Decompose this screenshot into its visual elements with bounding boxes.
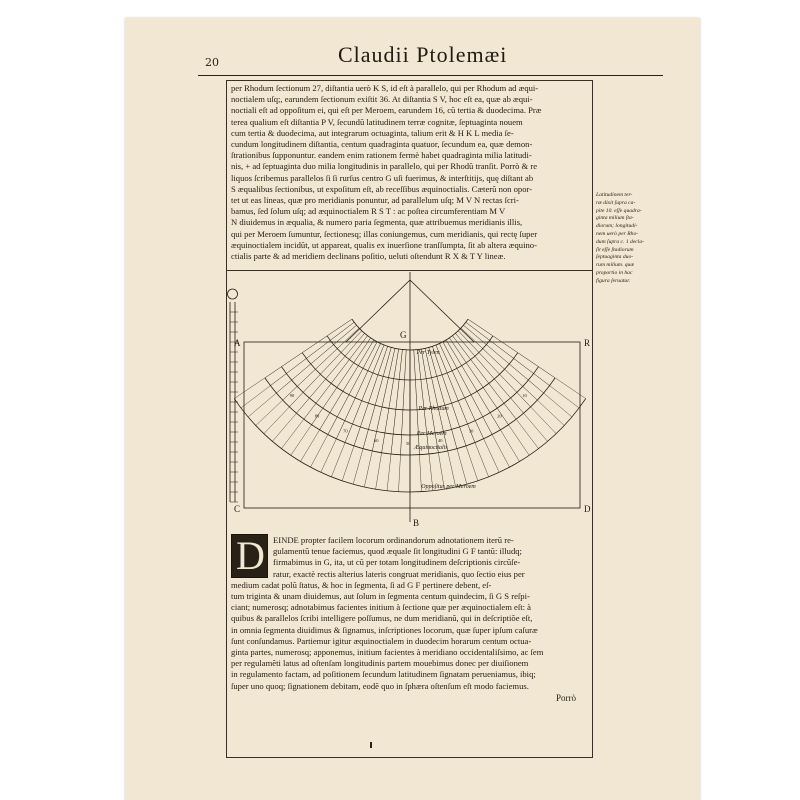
paragraph-line: per regulamẽti latus ad oſtenſam longitudinis partem mouebimus donec per diuiſionem xyxy=(231,658,529,669)
scale-number: 80 xyxy=(314,413,320,419)
meridian-line xyxy=(354,346,388,445)
paragraph-line: tum triginta & unam diuidemus, aut ſolum in ſegmenta centum quindecim, ſi G S reſpi- xyxy=(231,591,530,602)
paragraph-line: ginta partes, numerosq; apponemus, initium facientes à meridiano occidentaliſsimo, ac ſem xyxy=(231,647,544,658)
meridian-line xyxy=(331,443,345,477)
paragraph-line: ctialis parte & ad meridiem declinans poſitio, ueluti oſtendunt R X & T Y lineæ. xyxy=(231,251,506,262)
paragraph-line: qui per Meroem ſumuntur, ſectionesq; illas coniungemus, cum meridianis, qui rectę ſuper xyxy=(231,228,538,239)
corner-label: C xyxy=(234,504,241,514)
paragraph-line: tet ut eas lineas, quæ pro meridianis ponuntur, ad parallelum uſq; M V N rectas ſcri- xyxy=(231,195,519,206)
meridian-line xyxy=(270,322,354,385)
paragraph-line: ſtrationibus ſupponuntur. eandem enim rationem fermè habet quadraginta milia latitudi- xyxy=(231,150,532,161)
paragraph-line: cundum longitudinem diſtantia, centum quadraginta quatuor, ſecundum ea, quæ demon- xyxy=(231,139,533,150)
meridian-line xyxy=(468,319,555,378)
meridian-line xyxy=(461,328,537,400)
paragraph-line: noctiali eſt ad oppoſitum ei, qui eſt per Meroem, earundem 16, cũ tertia & duodecima. Præ xyxy=(231,105,542,116)
dropcap-letter: D xyxy=(236,533,265,578)
corner-label: D xyxy=(584,504,591,514)
top-paragraph xyxy=(231,83,587,262)
meridian-line xyxy=(418,350,429,454)
meridian-line xyxy=(256,400,283,425)
ink-mark xyxy=(370,742,372,748)
bottom-paragraph xyxy=(231,535,587,692)
scale-number: 60 xyxy=(373,437,379,443)
marginal-line: ſeptuaginta duo- xyxy=(596,254,634,261)
meridian-line xyxy=(421,349,438,453)
paragraph-line: cum tertia & duodecima, aut integrarum octuaginta, talium erit & H K L media ſe- xyxy=(231,127,514,138)
meridian-line xyxy=(455,333,523,413)
paragraph-line: ratur, exactè rectis alterius lateris congruat meridianis, quo ſectio eius per xyxy=(273,568,525,579)
diagram-frame xyxy=(244,342,580,508)
paragraph-line: nis, + ad ſeptuaginta duo milia longitudinis in parallelo, qui per Rhodũ tranſit. Porrò & re xyxy=(231,161,538,172)
frame-divider xyxy=(226,270,593,271)
meridian-line xyxy=(265,319,352,378)
meridian-line xyxy=(555,378,586,399)
paragraph-line: terea qualium eſt diſtantia P V, ſecundũ latitudinem terræ cognitæ, ſeptuaginta nouem xyxy=(231,116,523,127)
arc-label: Oppoſitus per Meroem xyxy=(421,483,476,490)
arc-label: Per Tylen xyxy=(416,349,440,356)
meridian-line xyxy=(449,338,508,425)
meridian-line xyxy=(463,325,543,393)
paragraph-line: in regulamento factam, ad poſitionem ſecundum latitudinem ſignatam perueniamus, ibiq; xyxy=(231,669,536,680)
meridian-line xyxy=(234,378,265,399)
meridian-line xyxy=(300,430,319,462)
corner-label: B xyxy=(413,518,420,528)
meridian-line xyxy=(264,407,289,434)
meridian-line xyxy=(296,333,364,413)
meridian-line xyxy=(516,419,538,448)
meridian-line xyxy=(291,425,312,456)
meridian-line xyxy=(281,419,303,448)
arc-label: Per Meroem xyxy=(416,430,447,437)
meridian-line xyxy=(401,350,407,455)
meridian-line xyxy=(448,451,456,487)
meridian-line xyxy=(524,413,548,441)
scale-number: 50 xyxy=(406,441,411,446)
corner-label: A xyxy=(234,338,241,348)
paragraph-line: per Rhodum ſectionum 27, diſtantia uerò K S, id eſt à parallelo, qui per Rhodum ad æqui- xyxy=(231,83,539,93)
meridian-line xyxy=(342,446,354,481)
meridian-line xyxy=(466,322,550,385)
marginal-line: figura ſeruatur. xyxy=(596,277,631,284)
meridian-line xyxy=(376,453,382,490)
meridian-line xyxy=(550,386,580,408)
paragraph-line: noctialem uſq;, earundem ſectionum exiſtit 36. At diſtantia S V, hoc eſt ea, quæ ab æqui- xyxy=(231,94,533,105)
paragraph-line: in omnia ſegmenta diuidimus & ſignamus, inſcriptiones locorum, quæ ſuper ipſum caſuræ xyxy=(231,624,538,635)
scale-number: 30 xyxy=(468,428,474,434)
meridian-line xyxy=(466,446,478,481)
marginal-line: rum milium. quæ xyxy=(596,262,635,269)
marginal-line: diorum; longitudi- xyxy=(596,223,638,230)
meridian-line xyxy=(500,430,519,462)
marginal-line: proportio in hac xyxy=(596,269,633,276)
paragraph-line: firmabimus in G, ita, ut cũ per totam longitudinem deſcriptionis circũſe- xyxy=(273,557,521,568)
header-rule xyxy=(198,75,663,76)
running-title: Claudii Ptolemæi xyxy=(338,42,508,67)
meridian-line xyxy=(537,400,564,425)
arc-label: Per Rhodum xyxy=(418,405,449,412)
meridian-line xyxy=(272,413,296,441)
meridian-line xyxy=(276,325,356,393)
paragraph-line: ſunt conſundamus. Partiemur igitur æquinoctialem in duodecim horarum centum octua- xyxy=(231,635,532,646)
meridian-line xyxy=(248,393,276,417)
meridian-line xyxy=(372,348,395,451)
marginal-line: nem uerò per Rho- xyxy=(596,230,639,237)
paragraph-line: ſuper uno quoq; ſignationem debitam, eodẽ quo in ſphæra oſtenſum eſt modo faciemus. xyxy=(231,680,529,691)
marginal-line: ræ dixit ſupra ca- xyxy=(596,199,636,206)
meridian-line xyxy=(382,349,399,453)
meridian-line xyxy=(364,451,372,487)
meridian-line xyxy=(387,454,391,491)
paragraph-line: liquos ſcribemus parallelos ſi ſi rurſus centro G uſi fuerimus, & interſtitijs, quę diſtant ab xyxy=(231,172,534,183)
paragraph-line: medium cadat polũ ſtatus, & hoc in ſegmenta, ſi ad G F pertinere debent, eſ- xyxy=(231,579,492,590)
marginal-line: pite 10. eſſe quadra- xyxy=(596,207,642,214)
scale-number: 20 xyxy=(497,413,502,419)
ruler-pivot xyxy=(228,289,238,299)
scale-number: 10 xyxy=(522,393,527,399)
scale-number: 90 xyxy=(289,393,295,399)
marginal-note xyxy=(596,192,666,286)
corner-label: G xyxy=(400,330,407,340)
paragraph-line: quibus & parallelos ſcribi intelligere poſſumus, ne dum meridianũ, qui in deſcriptiõe eſt, xyxy=(231,613,533,624)
scale-number: 70 xyxy=(343,428,348,434)
meridian-line xyxy=(283,328,359,400)
marginal-line: ginta milium ſta- xyxy=(596,215,634,222)
meridian-line xyxy=(508,425,529,456)
page-number: 20 xyxy=(205,56,219,69)
map-projection-diagram xyxy=(226,272,593,530)
marginal-line: Latitudinem ter- xyxy=(596,192,633,198)
paragraph-line: N diuidemus in æqualia, & numero paria ſegmenta, quæ attribuemus meridianis illis, xyxy=(231,217,523,228)
meridian-line xyxy=(391,350,402,454)
paragraph-line: æquinoctialem incidũt, ut appareat, qualis ex inuerſione tranſſumpta, ſit ab altera æquino- xyxy=(231,239,537,250)
arc-label: Æquinoctialis xyxy=(414,445,448,451)
meridian-line xyxy=(398,455,400,492)
paragraph-line: bamus, ſed ſolum uſq; ad æquinoctialem R S T : ac poſtea circumferentiam M V xyxy=(231,206,506,217)
meridian-line xyxy=(414,350,420,455)
meridian-line xyxy=(241,386,271,408)
marginal-line: dum ſupra c. 1 decla- xyxy=(596,238,645,245)
paragraph-line: EINDE propter facilem locorum ordinandorum adnotationem iterũ re- xyxy=(273,535,514,545)
paragraph-line: S æqualibus ſectionibus, ut expoſitum eſt, ab receſſibus æquinoctialis. Cæterũ non opor- xyxy=(231,183,533,194)
paragraph-line: ciant; numerosq; adnotabimus facientes initium à ſectione quæ per æquinoctialem eſt: à xyxy=(231,602,531,613)
catchword: Porrò xyxy=(556,693,576,703)
marginal-line: ſit eſſe ſtadiorum xyxy=(596,246,634,253)
corner-label: R xyxy=(584,338,591,348)
meridian-line xyxy=(544,393,572,417)
meridian-line xyxy=(475,443,489,477)
meridian-line xyxy=(353,449,363,485)
apex-line xyxy=(410,280,474,342)
meridian-line xyxy=(457,449,467,485)
paragraph-line: gulamentũ tenue faciemus, quod æquale ſit longitudini G F tantũ: illudq; xyxy=(273,546,522,557)
scale-number: 40 xyxy=(438,437,443,443)
meridian-line xyxy=(531,407,556,434)
meridian-line xyxy=(312,338,371,425)
